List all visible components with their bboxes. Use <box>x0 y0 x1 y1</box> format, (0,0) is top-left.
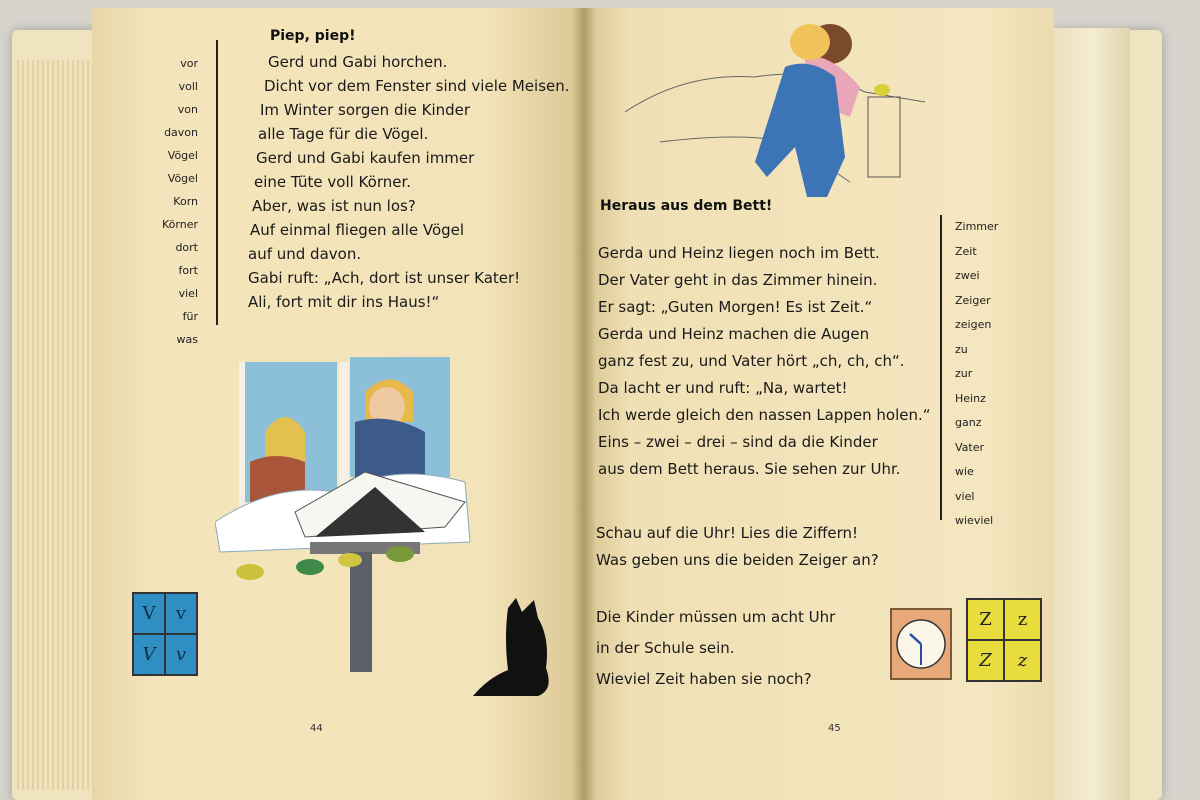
vocab-word: Zeiger <box>955 293 991 307</box>
vocab-word: davon <box>164 126 198 139</box>
text-line: ganz fest zu, und Vater hört „ch, ch, ch“. <box>598 352 905 370</box>
text-line: Ali, fort mit dir ins Haus!“ <box>248 293 440 311</box>
closing-text <box>596 602 835 695</box>
vocabulary-divider <box>216 40 218 325</box>
vocab-word: Zeit <box>955 244 977 258</box>
text-line: Aber, was ist nun los? <box>252 197 416 215</box>
text-line: Gerd und Gabi horchen. <box>268 53 448 71</box>
page-stack <box>14 60 92 790</box>
letter-cell: Z <box>968 641 1003 680</box>
vocab-word: dort <box>175 241 198 254</box>
letter-cell: z <box>1005 600 1040 639</box>
letter-cell: z <box>1005 641 1040 680</box>
text-line: Auf einmal fliegen alle Vögel <box>250 221 465 239</box>
vocab-word: zwei <box>955 269 980 282</box>
letter-cell: V <box>134 594 164 633</box>
text-line: Eins – zwei – drei – sind da die Kinder <box>598 433 878 451</box>
vocab-word: wieviel <box>955 514 994 527</box>
text-line: aus dem Bett heraus. Sie sehen zur Uhr. <box>598 460 901 478</box>
vocab-word: viel <box>955 489 975 503</box>
left-page-text <box>248 50 570 314</box>
bird-feeder-illustration <box>215 352 475 672</box>
clock-question-text <box>596 520 879 574</box>
vocab-word: viel <box>178 287 198 300</box>
text-line: Gabi ruft: „Ach, dort ist unser Kater! <box>248 269 521 287</box>
vocab-word: wie <box>955 465 974 478</box>
letter-v-box <box>132 592 198 676</box>
letter-cell: v <box>166 594 196 633</box>
vocab-word: Heinz <box>955 391 986 405</box>
text-line: Die Kinder müssen um acht Uhr <box>596 608 836 626</box>
vocab-word: Vater <box>955 440 985 454</box>
right-page-title: Heraus aus dem Bett! <box>600 198 773 214</box>
vocab-word: Körner <box>162 218 198 231</box>
text-line: eine Tüte voll Körner. <box>254 173 412 191</box>
vocab-word: zeigen <box>955 318 992 331</box>
vocab-word: vor <box>180 57 198 70</box>
left-page-number: 44 <box>310 723 323 734</box>
children-in-bed-illustration <box>620 12 940 222</box>
vocab-word: ganz <box>955 416 982 429</box>
text-line: Da lacht er und ruft: „Na, wartet! <box>598 379 848 397</box>
cat-silhouette <box>468 598 563 698</box>
vocabulary-divider <box>940 215 942 520</box>
text-line: Gerd und Gabi kaufen immer <box>256 149 475 167</box>
vocab-word: Korn <box>173 195 198 208</box>
text-line: Der Vater geht in das Zimmer hinein. <box>598 271 878 289</box>
vocab-word: für <box>182 310 198 323</box>
clock-icon <box>890 608 952 680</box>
right-page-text <box>598 240 931 483</box>
book-gutter <box>572 8 596 800</box>
right-page-number: 45 <box>828 723 841 734</box>
text-line: Dicht vor dem Fenster sind viele Meisen. <box>264 77 570 95</box>
vocab-word: von <box>177 103 198 116</box>
vocab-word: fort <box>178 264 198 277</box>
letter-cell: v <box>166 635 196 674</box>
text-line: Gerda und Heinz liegen noch im Bett. <box>598 244 880 262</box>
vocab-word: zu <box>955 342 968 356</box>
text-line: Gerda und Heinz machen die Augen <box>598 325 870 343</box>
text-line: in der Schule sein. <box>596 639 735 657</box>
left-page-title: Piep, piep! <box>270 28 356 44</box>
text-line: Schau auf die Uhr! Lies die Ziffern! <box>596 524 859 542</box>
text-line: Wieviel Zeit haben sie noch? <box>596 670 812 688</box>
letter-cell: Z <box>968 600 1003 639</box>
letter-cell: V <box>134 635 164 674</box>
vocab-word: Vögel <box>167 172 198 185</box>
vocab-word: Vögel <box>167 149 198 162</box>
vocab-word: was <box>176 333 198 346</box>
text-line: alle Tage für die Vögel. <box>258 125 429 143</box>
text-line: Im Winter sorgen die Kinder <box>260 101 471 119</box>
vocab-word: zur <box>955 367 973 380</box>
text-line: Was geben uns die beiden Zeiger an? <box>596 551 879 569</box>
text-line: auf und davon. <box>248 245 362 263</box>
vocab-word: Zimmer <box>955 220 999 233</box>
right-vocabulary-list <box>955 215 1015 534</box>
left-vocabulary-list <box>150 52 198 351</box>
vocab-word: voll <box>178 80 198 93</box>
text-line: Er sagt: „Guten Morgen! Es ist Zeit.“ <box>598 298 873 316</box>
text-line: Ich werde gleich den nassen Lappen holen.“ <box>598 406 931 424</box>
letter-z-box <box>966 598 1042 682</box>
